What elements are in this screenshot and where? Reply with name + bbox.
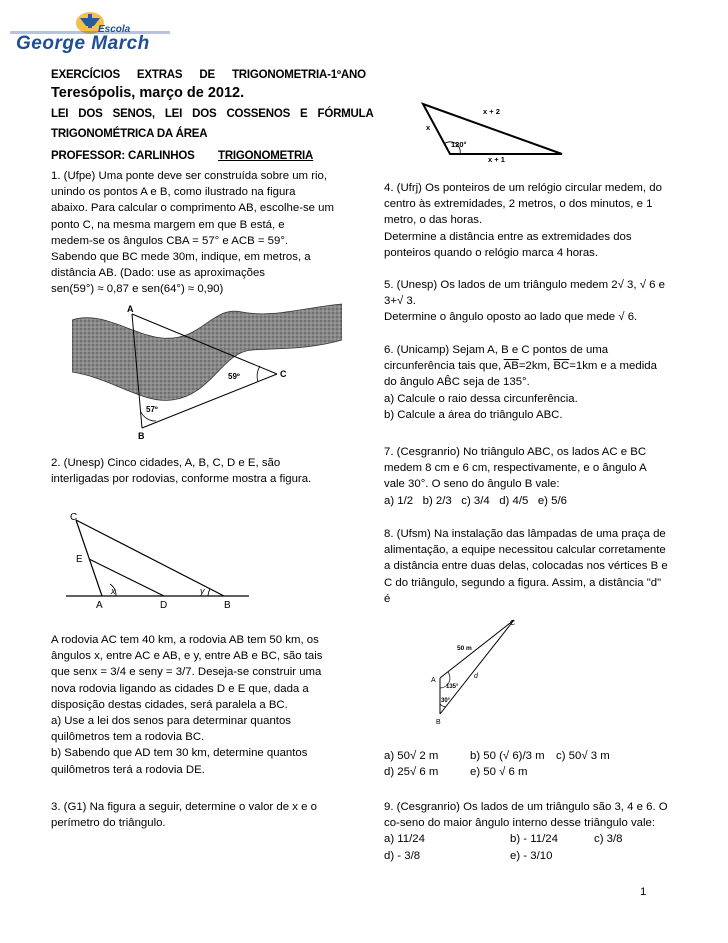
header-subject-line2: TRIGONOMÉTRICA DA ÁREA bbox=[51, 128, 208, 140]
figure-triangle-120 bbox=[410, 96, 575, 168]
logo-name: George March bbox=[16, 33, 150, 54]
q8-options-row bbox=[384, 748, 684, 764]
fig1-label-b: B bbox=[138, 431, 145, 441]
river-shape bbox=[72, 304, 342, 400]
q2-line: 2. (Unesp) Cinco cidades, A, B, C, D e E, são bbox=[51, 457, 281, 469]
fig2-label-b: B bbox=[224, 600, 231, 611]
q1-line: ponto C, na mesma margem em que B está, e bbox=[51, 218, 285, 231]
q7-line: vale 30°. O seno do ângulo B vale: bbox=[384, 478, 560, 491]
q9-option: a) 11/24 bbox=[384, 833, 425, 846]
question-8-options bbox=[384, 748, 684, 780]
q9-options-row bbox=[384, 831, 684, 847]
fig1-angle-c: 59º bbox=[228, 372, 240, 381]
q6-line bbox=[384, 358, 684, 374]
q7-line: 7. (Cesgranrio) No triângulo ABC, os lados AC e BC bbox=[384, 446, 647, 458]
q7-line: medem 8 cm e 6 cm, respectivamente, e o ângulo A bbox=[384, 462, 647, 475]
question-5 bbox=[384, 277, 684, 326]
q5-line: Determine o ângulo oposto ao lado que mede √ 6. bbox=[384, 311, 638, 324]
fig1-label-c: C bbox=[280, 369, 287, 379]
question-8 bbox=[384, 526, 684, 607]
figure-river-bridge bbox=[72, 300, 342, 442]
question-9 bbox=[384, 799, 684, 864]
q2-line: disposição destas cidades, será paralela a BC. bbox=[51, 698, 288, 711]
figure-cities-triangle bbox=[64, 510, 254, 616]
fig4-label-b: B bbox=[436, 719, 441, 726]
q8-option: b) 50 (√ 6)/3 m bbox=[470, 750, 545, 762]
page-number: 1 bbox=[640, 886, 647, 898]
q8-option: a) 50√ 2 m bbox=[384, 750, 439, 762]
q1-line: medem-se os ângulos CBA = 57° e ACB = 59°. bbox=[51, 234, 289, 247]
fig1-label-a: A bbox=[127, 304, 134, 314]
q8-line: é bbox=[384, 592, 391, 605]
q1-line: sen(59°) ≈ 0,87 e sen(64°) ≈ 0,90) bbox=[51, 283, 224, 296]
fig4-label-c: C bbox=[510, 620, 516, 627]
q8-line: alimentação, a equipe necessitou calcular corretamente bbox=[384, 544, 666, 557]
header-date: Teresópolis, março de 2012. bbox=[51, 85, 245, 101]
question-4 bbox=[384, 180, 684, 261]
header-discipline: TRIGONOMETRIA bbox=[218, 150, 314, 162]
question-2-text bbox=[51, 632, 356, 778]
q9-line: co-seno do maior ângulo interno desse triângulo vale: bbox=[384, 817, 656, 830]
q2-line: ângulos x, entre AC e AB, e y, entre AB e BC, são tais bbox=[51, 650, 323, 663]
q7-line: a) 1/2 b) 2/3 c) 3/4 d) 4/5 e) 5/6 bbox=[384, 494, 567, 507]
q9-option: d) - 3/8 bbox=[384, 849, 421, 862]
q2-line: nova rodovia ligando as cidades D e E que, dada a bbox=[51, 682, 309, 695]
q8-option: c) 50√ 3 m bbox=[556, 750, 610, 762]
q1-line: abaixo. Para calcular o comprimento AB, escolhe-se um bbox=[51, 202, 335, 215]
fig4-side: 50 m bbox=[457, 645, 472, 652]
q2-line: b) Sabendo que AD tem 30 km, determine quantos bbox=[51, 747, 308, 760]
question-3 bbox=[51, 799, 356, 831]
q2-line: quilômetros terá a rodovia DE. bbox=[51, 763, 205, 776]
q2-line: interligadas por rodovias, conforme mostra a figura. bbox=[51, 473, 312, 486]
fig2-label-c: C bbox=[70, 512, 78, 523]
q1-line: unindo os pontos A e B, como ilustrado na figura bbox=[51, 186, 296, 199]
question-1 bbox=[51, 168, 356, 298]
q6-text: circunferência tais que, bbox=[384, 360, 504, 373]
q1-line: distância AB. (Dado: use as aproximações bbox=[51, 267, 266, 280]
q4-line: Determine a distância entre as extremidades dos bbox=[384, 230, 632, 243]
q4-line: metro, o das horas. bbox=[384, 214, 483, 227]
q5-line: 3+√ 3. bbox=[384, 295, 416, 308]
q9-line: 9. (Cesgranrio) Os lados de um triângulo são 3, 4 e 6. O bbox=[384, 801, 668, 813]
q2-line: a) Use a lei dos senos para determinar quantos bbox=[51, 715, 291, 728]
fig2-angle-x: x bbox=[111, 586, 116, 596]
q6-line: a) Calcule o raio dessa circunferência. bbox=[384, 392, 578, 405]
q9-option: c) 3/8 bbox=[594, 833, 623, 846]
logo-escola: Escola bbox=[98, 24, 131, 35]
fig3-side-bottom: x + 1 bbox=[488, 155, 505, 164]
question-7 bbox=[384, 444, 684, 509]
q8-line: a distância entre duas delas, colocadas nos vértices B e bbox=[384, 560, 668, 573]
q8-line: 8. (Ufsm) Na instalação das lâmpadas de uma praça de bbox=[384, 528, 666, 540]
q8-option: e) 50 √ 6 m bbox=[470, 766, 528, 779]
question-6 bbox=[384, 342, 684, 423]
fig2-label-d: D bbox=[160, 600, 168, 611]
fig1-angle-b: 57º bbox=[146, 405, 158, 414]
fig3-angle: 120° bbox=[451, 140, 467, 149]
q2-line: A rodovia AC tem 40 km, a rodovia AB tem 50 km, os bbox=[51, 634, 319, 646]
fig3-side-top: x + 2 bbox=[483, 107, 500, 116]
q6-line: do ângulo AB̂C seja de 135°. bbox=[384, 376, 530, 389]
q8-options-row bbox=[384, 764, 684, 780]
q6-line: 6. (Unicamp) Sejam A, B e C pontos de uma bbox=[384, 344, 609, 356]
q6-segment-ab: $\overline{AB}$ bbox=[503, 360, 519, 373]
q4-line: centro às extremidades, 2 metros, o dos minutos, e 1 bbox=[384, 198, 653, 211]
fig4-label-d: d bbox=[474, 673, 478, 680]
fig2-angle-y: y bbox=[200, 586, 205, 596]
figure-lamps-triangle bbox=[428, 612, 528, 730]
q1-line: 1. (Ufpe) Uma ponte deve ser construída sobre um rio, bbox=[51, 170, 328, 182]
q3-line: perímetro do triângulo. bbox=[51, 817, 166, 830]
fig2-label-a: A bbox=[96, 600, 103, 611]
q1-line: Sabendo que BC mede 30m, indique, em metros, a bbox=[51, 251, 311, 264]
question-2-intro bbox=[51, 455, 356, 487]
q2-line: quilômetros tem a rodovia BC. bbox=[51, 731, 205, 744]
q2-line: que senx = 3/4 e seny = 3/7. Deseja-se construir uma bbox=[51, 666, 322, 679]
fig4-label-a: A bbox=[431, 677, 436, 684]
q6-line: b) Calcule a área do triângulo ABC. bbox=[384, 408, 563, 421]
q3-line: 3. (G1) Na figura a seguir, determine o valor de x e o bbox=[51, 801, 317, 813]
q8-line: C do triângulo, segundo a figura. Assim, a distância "d" bbox=[384, 576, 662, 589]
q4-line: ponteiros quando o relógio marca 4 horas. bbox=[384, 246, 599, 259]
q6-text: =1km e a medida bbox=[569, 360, 657, 373]
q5-line: 5. (Unesp) Os lados de um triângulo medem 2√ 3, √ 6 e bbox=[384, 279, 665, 291]
header-subject-line1: LEI DOS SENOS, LEI DOS COSSENOS E FÓRMULA bbox=[51, 108, 374, 120]
fig4-angle-b: 30° bbox=[441, 698, 451, 704]
q6-segment-bc: $\overline{BC}$ bbox=[553, 360, 570, 373]
q8-option: d) 25√ 6 m bbox=[384, 766, 439, 779]
header-title: EXERCÍCIOS EXTRAS DE TRIGONOMETRIA-1ºANO bbox=[51, 69, 366, 81]
header-professor: PROFESSOR: CARLINHOS bbox=[51, 150, 195, 162]
fig4-angle-a: 135° bbox=[446, 684, 459, 690]
q4-line: 4. (Ufrj) Os ponteiros de um relógio circular medem, do bbox=[384, 182, 662, 194]
fig2-label-e: E bbox=[76, 554, 83, 565]
fig3-side-left: x bbox=[426, 123, 431, 132]
q9-options-row bbox=[384, 848, 684, 864]
q9-option: e) - 3/10 bbox=[510, 849, 553, 862]
q9-option: b) - 11/24 bbox=[510, 833, 558, 846]
q6-text: =2km, bbox=[518, 360, 554, 373]
